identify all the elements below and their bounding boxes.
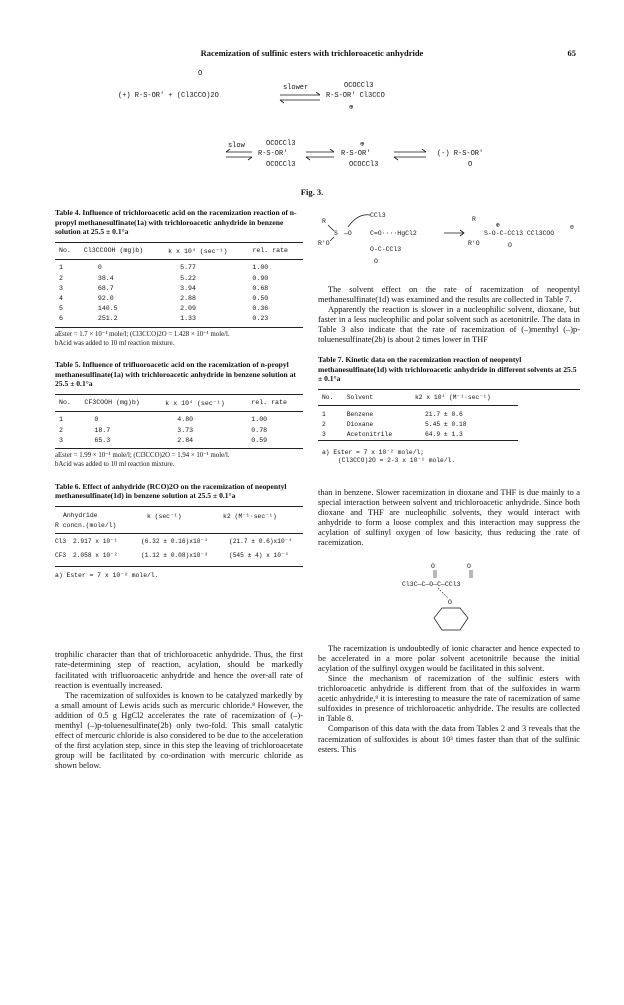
table6-head-k: k (sec⁻¹)	[147, 512, 182, 520]
scheme-row1-arrow-label: slower	[283, 84, 309, 92]
svg-text:⊖: ⊖	[570, 224, 574, 231]
table4-footnote-a: aEster = 1.7 × 10⁻¹ mole/l; (Cl3CCO)2O = 1.428 × 10⁻¹ mole/l.	[55, 330, 230, 338]
scheme-row1-reactants: (+) R-S-OR' + (Cl3CCO)2O	[118, 92, 219, 100]
svg-text:R: R	[322, 218, 326, 225]
table5-caption: Table 5. Influence of trifluoroacetic acid on the racemization of n-propyl methanesulfinate(1a) with trichloroacetic anhydride in benzene solution at 25.5 ± 0.1°a	[55, 360, 296, 389]
svg-text:R: R	[472, 216, 476, 223]
svg-text:S: S	[334, 230, 338, 237]
scheme-row2-arrow-label: slow	[228, 142, 245, 150]
header-title: Racemization of sulfinic esters with trichloroacetic anhydride	[200, 48, 424, 58]
table5-col-rel: rel. rate	[251, 399, 287, 407]
table5-header-row	[55, 395, 303, 412]
table6-head-k2: k2 (M⁻¹·sec⁻¹)	[223, 512, 277, 520]
cell: (1.12 ± 0.08)x10⁻³	[141, 551, 208, 559]
table-row	[55, 283, 303, 293]
cell: 6	[59, 315, 63, 323]
cell: 3	[59, 284, 63, 292]
table6-body	[55, 534, 303, 566]
cell: 2.058 x 10⁻²	[73, 551, 118, 559]
cell: 5	[59, 305, 63, 313]
table7-footnote-b: (Cl3CCO)2O = 2-3 x 10⁻¹ mole/l.	[338, 457, 456, 465]
cell: 0	[97, 264, 102, 272]
hgcl2-coordination-scheme	[318, 205, 580, 285]
table-row	[55, 435, 303, 445]
page-number: 65	[567, 48, 576, 58]
scheme-row1-product-top: OCOCCl3	[344, 82, 374, 90]
right-column	[318, 205, 580, 755]
right-paragraph-6: Comparison of this data with the data from Tables 2 and 3 reveals that the racemization of sulfoxides is about 10³ times faster than that of the sulfinic esters. This	[318, 724, 580, 754]
cell: Benzene	[346, 410, 374, 418]
scheme-row1-product: R-S-OR' Cl3CCO	[326, 92, 385, 100]
cell: 2.84	[177, 436, 194, 444]
table6-header	[55, 507, 303, 533]
table5-col-acid: CF3COOH (mg)b)	[84, 399, 140, 407]
right-paragraph-3: than in benzene. Slower racemization in dioxane and THF is due mainly to a special interaction between solvent and trichloroacetic anhydride. Since both dioxane and THF are nucleophilic solvents, they would interact with anhydride to form a loose complex and this interaction may suppress the acylation of sulfinyl oxygen of low basicity, thus reducing the rate of racemization.	[318, 487, 580, 548]
table6-head-anhydride: Anhydride	[63, 511, 98, 519]
cell: 0.90	[252, 274, 269, 282]
table5-footnote-a: aEster = 1.99 × 10⁻¹ mole/l; (Cl3CCO)2O = 1.94 × 10⁻¹ mole/l.	[55, 452, 230, 460]
cell: 1.33	[180, 315, 196, 323]
cell: (21.7 ± 0.6)x10⁻⁴	[229, 537, 293, 545]
table6-head-r-conc: R concn.(mole/l)	[55, 521, 117, 529]
scheme-row2-arrow-2	[304, 149, 336, 161]
table-row	[318, 419, 518, 429]
cell: (6.32 ± 0.16)x10⁻⁴	[141, 537, 208, 545]
cell: 65.3	[94, 436, 111, 444]
table-row	[55, 263, 303, 273]
right-body-text-1	[318, 285, 580, 345]
table-row	[55, 314, 303, 324]
table-row	[55, 304, 303, 314]
left-paragraph-1: trophilic character than that of trichloroacetic anhydride. Thus, the first rate-determining step of reaction, acylation, should be markedly facilitated with trifluoroacetic anhydride and hence the over-all rate of reaction is eventually increased.	[55, 650, 303, 690]
cell: 0.78	[251, 426, 268, 434]
cell: 2	[59, 426, 63, 434]
left-paragraph-2: The racemization of sulfoxides is known to be catalyzed markedly by a small amount of Lewis acids such as mercuric chloride.⁸ However, the addition of 0.5 g HgCl2 accelerates the rate of racemization of (–)-menthyl (–)p-toluenesulfinate(2b) only two-fold. This small catalytic effect of mercuric chloride is also considered to be due to the acceleration of the first acylation step, since in this step the leaving of trichloroacetate group will be facilitated by co-ordination with mercuric chloride as shown below.	[55, 690, 303, 770]
left-column	[55, 208, 303, 771]
svg-text:O: O	[431, 563, 435, 571]
table7-col-solvent: Solvent	[346, 394, 374, 402]
table7-footnote-a: a) Ester = 7 x 10⁻² mole/l;	[322, 448, 425, 456]
cell: Cl3	[55, 537, 67, 545]
cell: 2.917 x 10⁻¹	[73, 537, 118, 545]
anhydride-label: Cl3C—C—O—C—CCl3	[402, 581, 461, 589]
svg-text:R'O: R'O	[468, 240, 480, 247]
table4-col-acid: Cl3CCOOH (mg)b)	[83, 247, 144, 255]
cell: (545 ± 4) x 10⁻⁴	[229, 551, 289, 559]
scheme-row2-b-charge: ⊕	[360, 141, 365, 149]
svg-text:O: O	[374, 258, 378, 265]
cell: 0.68	[252, 284, 269, 292]
table7-header-row	[318, 390, 518, 406]
right-body-text-3	[318, 644, 580, 755]
ccl3-label: CCl3	[370, 212, 386, 219]
cell: 1.00	[252, 264, 269, 272]
cell: 140.5	[97, 305, 118, 313]
cell: 2	[59, 274, 63, 282]
cell: 0.36	[252, 305, 269, 313]
table5	[55, 395, 303, 446]
lower-acyl-label: O-C-CCl3	[370, 246, 402, 253]
cell: 3	[322, 431, 326, 439]
cell: Dioxane	[346, 420, 374, 428]
right-body-text-2	[318, 488, 580, 548]
cell: 21.7 ± 0.6	[425, 410, 463, 418]
scheme-row1-plus-charge: ⊕	[349, 104, 354, 112]
figure-caption: Fig. 3.	[300, 187, 324, 197]
cell: 68.7	[97, 284, 114, 292]
table4-caption: Table 4. Influence of trichloroacetic acid on the racemization reaction of n-propyl methanesulfinate(1a) with trichloroacetic anhydride in benzene solution at 25.5 ± 0.1°a	[55, 208, 297, 237]
product-label: S-O-C-CCl3 CCl3COO	[484, 230, 555, 237]
table7-col-k2: k2 x 10⁴ (M⁻¹·sec⁻¹)	[415, 394, 491, 402]
table-row	[55, 415, 303, 425]
table-row	[55, 273, 303, 283]
cell: 0.59	[251, 436, 268, 444]
cell: CF3	[55, 551, 67, 559]
right-paragraph-2: Apparently the reaction is slower in a nucleophilic solvent, dioxane, but faster in a less nucleophilic and polar solvent such as acetonitrile. The data in Table 3 also indicate that the rate of racemization of (–)menthyl (–)p-toluenesulfinate(2b) is about 2 times lower in THF	[318, 305, 580, 345]
scheme-row2-arrow-1	[224, 149, 254, 161]
table4-col-k: k x 10⁴ (sec⁻¹)	[168, 247, 228, 255]
table7-caption: Table 7. Kinetic data on the racemization reaction of neopentyl methanesulfinate(1d) with trichloroacetic anhydride in different solvents at 25.5 ± 0.1°a	[318, 355, 577, 384]
scheme-row2-b: R-S-OR'	[341, 150, 371, 158]
table4-col-no: No.	[59, 247, 71, 255]
svg-text:O: O	[448, 599, 452, 607]
cell: 18.7	[94, 426, 111, 434]
table7	[318, 390, 518, 440]
scheme-row2-a-top: OCOCCl3	[266, 140, 296, 148]
cell: 0.23	[252, 315, 269, 323]
cell: 38.4	[97, 274, 114, 282]
table4	[55, 243, 303, 324]
scheme-row2-a-bottom: OCOCCl3	[266, 161, 296, 169]
scheme-row2-a: R-S-OR'	[258, 150, 288, 158]
table4-header-row	[55, 243, 303, 260]
dioxane-complex-structure	[318, 558, 580, 638]
table7-col-no: No.	[322, 394, 334, 402]
scheme-row2-arrow-3	[392, 149, 428, 161]
cell: 0	[94, 416, 99, 424]
cell: 2.88	[180, 294, 196, 302]
scheme-row2-b-bottom: OCOCCl3	[349, 161, 379, 169]
cell: 3	[59, 436, 63, 444]
cell: 251.2	[97, 315, 118, 323]
right-paragraph-5: Since the mechanism of racemization of the sulfinic esters with trichloroacetic anhydride is different from that of the sulfoxides in warm acetic anhydride,⁹ it is interesting to measure the rate of racemization of same sulfoxides in presence of trichloroacetic anhydride. The results are collected in Table 8.	[318, 674, 580, 724]
sulfinyl-oxygen-mark: O	[198, 70, 203, 78]
table6-caption: Table 6. Effect of anhydride (RCO)2O on the racemization of neopentyl methanesulfinate(1d) in benzene solution at 25.5 ± 0.1°a	[55, 481, 287, 501]
cell: 4	[59, 294, 63, 302]
table-row	[55, 425, 303, 435]
cell: 0.50	[252, 294, 269, 302]
left-body-text	[55, 650, 303, 771]
cell: 1.00	[251, 416, 268, 424]
table-row	[318, 429, 518, 439]
cell: 5.77	[180, 264, 196, 272]
table4-col-rel: rel. rate	[252, 247, 289, 255]
right-paragraph-4: The racemization is undoubtedly of ionic character and hence expected to be accelerated in a more polar solvent acetonitrile because the initial acylation of the sulfinyl oxygen would be facilitated in this solvent.	[318, 644, 580, 674]
cell: 2	[322, 420, 326, 428]
scheme-row2-c: (-) R-S-OR'	[437, 150, 484, 158]
cell: 92.0	[97, 294, 114, 302]
table6-footnote: a) Ester = 7 x 10⁻² mole/l.	[55, 571, 159, 579]
svg-text:R'O: R'O	[318, 240, 330, 247]
cell: 2.09	[180, 305, 196, 313]
cell: 1	[59, 264, 63, 272]
table5-col-k: k x 10⁴ (sec⁻¹)	[165, 399, 225, 407]
reaction-scheme	[0, 70, 624, 200]
svg-text:⊕: ⊕	[496, 222, 500, 229]
cell: 5.22	[180, 274, 196, 282]
table4-footnote-b: bAcid was added to 10 ml reaction mixture.	[55, 339, 175, 347]
cell: 5.45 ± 0.18	[425, 420, 467, 428]
cell: 1	[322, 410, 326, 418]
cell: 3.73	[177, 426, 194, 434]
hg-complex-label: C=O····HgCl2	[370, 230, 417, 237]
svg-text:O: O	[467, 563, 471, 571]
table-row	[55, 293, 303, 303]
table-row	[318, 409, 518, 419]
scheme-row1-arrows	[278, 92, 322, 104]
cell: 3.94	[180, 284, 196, 292]
cell: 1	[59, 416, 63, 424]
table5-col-no: No.	[59, 399, 71, 407]
right-paragraph-1: The solvent effect on the rate of racemization of neopentyl methanesulfinate(1d) was examined and the results are collected in Table 7.	[318, 285, 580, 305]
table5-footnote-b: bAcid was added to 10 ml reaction mixture.	[55, 461, 175, 469]
scheme-row2-c-oxygen: O	[468, 161, 473, 169]
cell: 4.80	[177, 416, 194, 424]
cell: 64.9 ± 1.3	[425, 431, 463, 439]
svg-text:O: O	[508, 242, 512, 249]
cell: Acetonitrile	[346, 431, 393, 439]
svg-text:—O: —O	[344, 230, 352, 237]
